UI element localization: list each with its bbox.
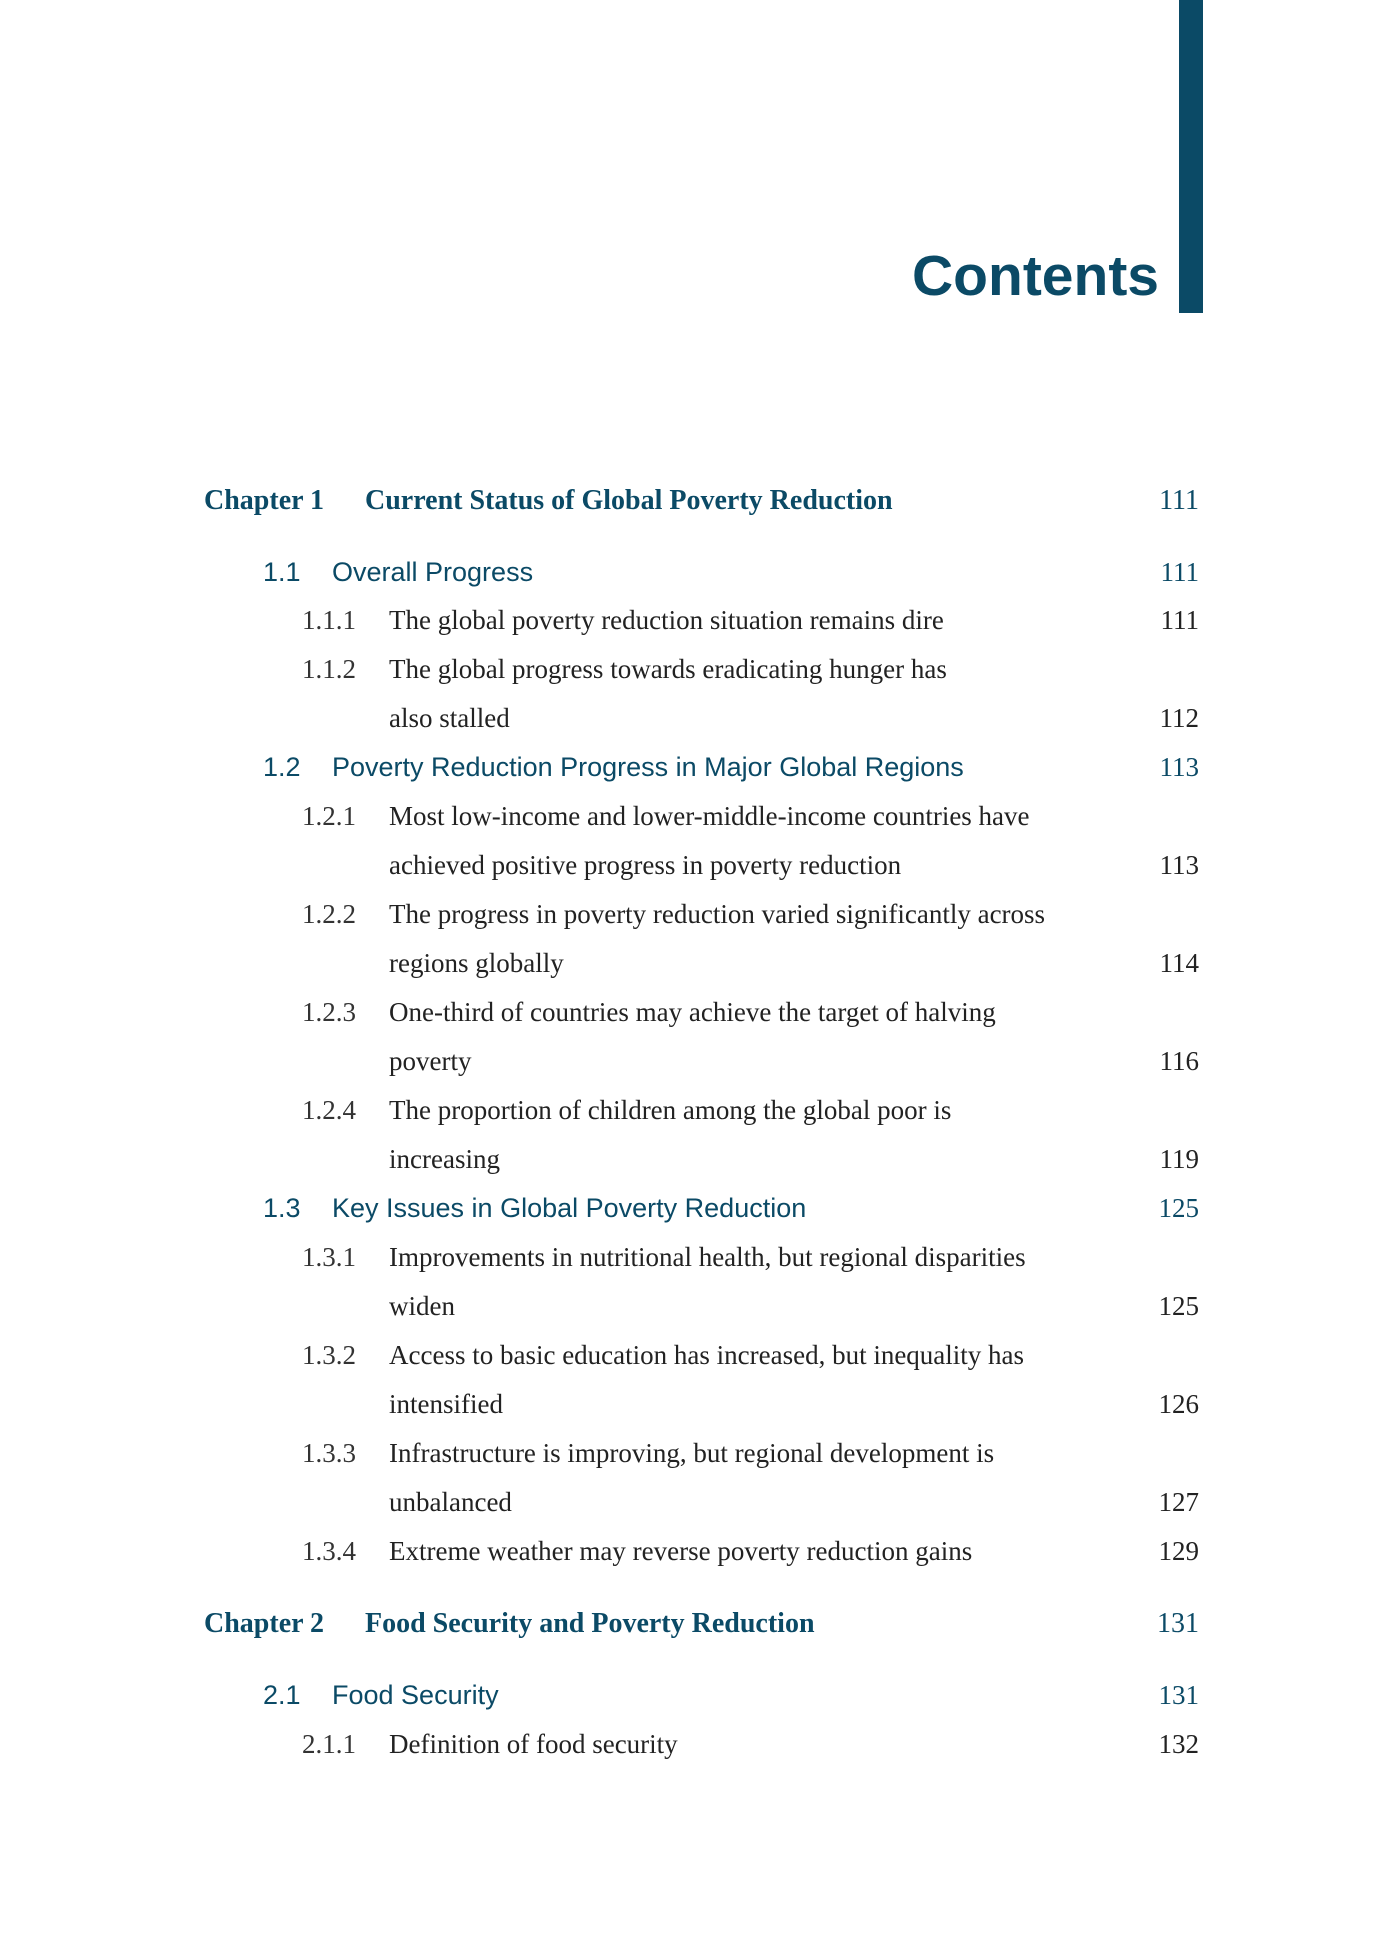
page-number: 116 xyxy=(1159,1046,1199,1076)
subsection-title-line-1: Improvements in nutritional health, but regional disparities xyxy=(389,1242,1026,1272)
page-number: 126 xyxy=(1158,1389,1199,1419)
accent-bar xyxy=(1179,0,1203,313)
subsection-number: 2.1.1 xyxy=(302,1729,356,1759)
section-title: Key Issues in Global Poverty Reduction xyxy=(332,1193,807,1223)
page-number: 111 xyxy=(1160,557,1199,587)
subsection-number: 1.3.3 xyxy=(302,1438,356,1468)
subsection-title: Extreme weather may reverse poverty reduction gains xyxy=(389,1536,973,1566)
subsection-number: 1.3.4 xyxy=(302,1536,356,1566)
subsection-title-line-2: achieved positive progress in poverty reduction xyxy=(389,850,902,880)
chapter-title: Current Status of Global Poverty Reduction xyxy=(365,485,893,516)
subsection-number: 1.1.2 xyxy=(302,654,356,684)
subsection-number: 1.3.2 xyxy=(302,1340,356,1370)
subsection-number: 1.1.1 xyxy=(302,605,356,635)
subsection-number: 1.2.4 xyxy=(302,1095,356,1125)
subsection-title-line-2: also stalled xyxy=(389,703,510,733)
page-number: 127 xyxy=(1158,1487,1199,1517)
section-title: Food Security xyxy=(332,1680,499,1710)
page-number: 111 xyxy=(1160,605,1199,635)
page-number: 113 xyxy=(1159,850,1199,880)
page-number: 119 xyxy=(1159,1144,1199,1174)
subsection-title: Definition of food security xyxy=(389,1729,678,1759)
subsection-title-line-1: The global progress towards eradicating hunger has xyxy=(389,654,947,684)
page-number: 111 xyxy=(1159,485,1199,516)
chapter-label: Chapter 2 xyxy=(204,1608,325,1639)
section-title: Poverty Reduction Progress in Major Global Regions xyxy=(332,752,964,782)
subsection-number: 1.3.1 xyxy=(302,1242,356,1272)
page-number: 113 xyxy=(1159,752,1199,782)
page-number: 129 xyxy=(1158,1536,1199,1566)
subsection-title-line-2: intensified xyxy=(389,1389,503,1419)
page-number: 125 xyxy=(1158,1291,1199,1321)
subsection-title-line-1: One-third of countries may achieve the target of halving xyxy=(389,997,996,1027)
section-title: Overall Progress xyxy=(332,557,534,587)
subsection-title-line-1: The progress in poverty reduction varied significantly across xyxy=(389,899,1046,929)
page-number: 125 xyxy=(1158,1193,1199,1223)
subsection-number: 1.2.3 xyxy=(302,997,356,1027)
subsection-title-line-1: Access to basic education has increased, but inequality has xyxy=(389,1340,1025,1370)
section-number: 1.3 xyxy=(263,1193,301,1223)
page-title: Contents xyxy=(912,244,1159,308)
section-number: 1.1 xyxy=(263,557,301,587)
subsection-number: 1.2.2 xyxy=(302,899,356,929)
subsection-title-line-2: regions globally xyxy=(389,948,564,978)
subsection-title-line-2: poverty xyxy=(389,1046,472,1076)
subsection-number: 1.2.1 xyxy=(302,801,356,831)
subsection-title-line-2: increasing xyxy=(389,1144,500,1174)
subsection-title-line-2: unbalanced xyxy=(389,1487,512,1517)
subsection-title-line-1: The proportion of children among the global poor is xyxy=(389,1095,952,1125)
subsection-title: The global poverty reduction situation remains dire xyxy=(389,605,944,635)
page-number: 131 xyxy=(1158,1680,1199,1710)
page-number: 131 xyxy=(1157,1608,1199,1639)
subsection-title-line-1: Infrastructure is improving, but regional development is xyxy=(389,1438,995,1468)
section-number: 1.2 xyxy=(263,752,301,782)
page-number: 132 xyxy=(1158,1729,1199,1759)
subsection-title-line-1: Most low-income and lower-middle-income countries have xyxy=(389,801,1030,831)
page-number: 114 xyxy=(1159,948,1199,978)
page-number: 112 xyxy=(1159,703,1199,733)
section-number: 2.1 xyxy=(263,1680,301,1710)
chapter-title: Food Security and Poverty Reduction xyxy=(365,1608,815,1639)
chapter-label: Chapter 1 xyxy=(204,485,325,516)
subsection-title-line-2: widen xyxy=(389,1291,455,1321)
